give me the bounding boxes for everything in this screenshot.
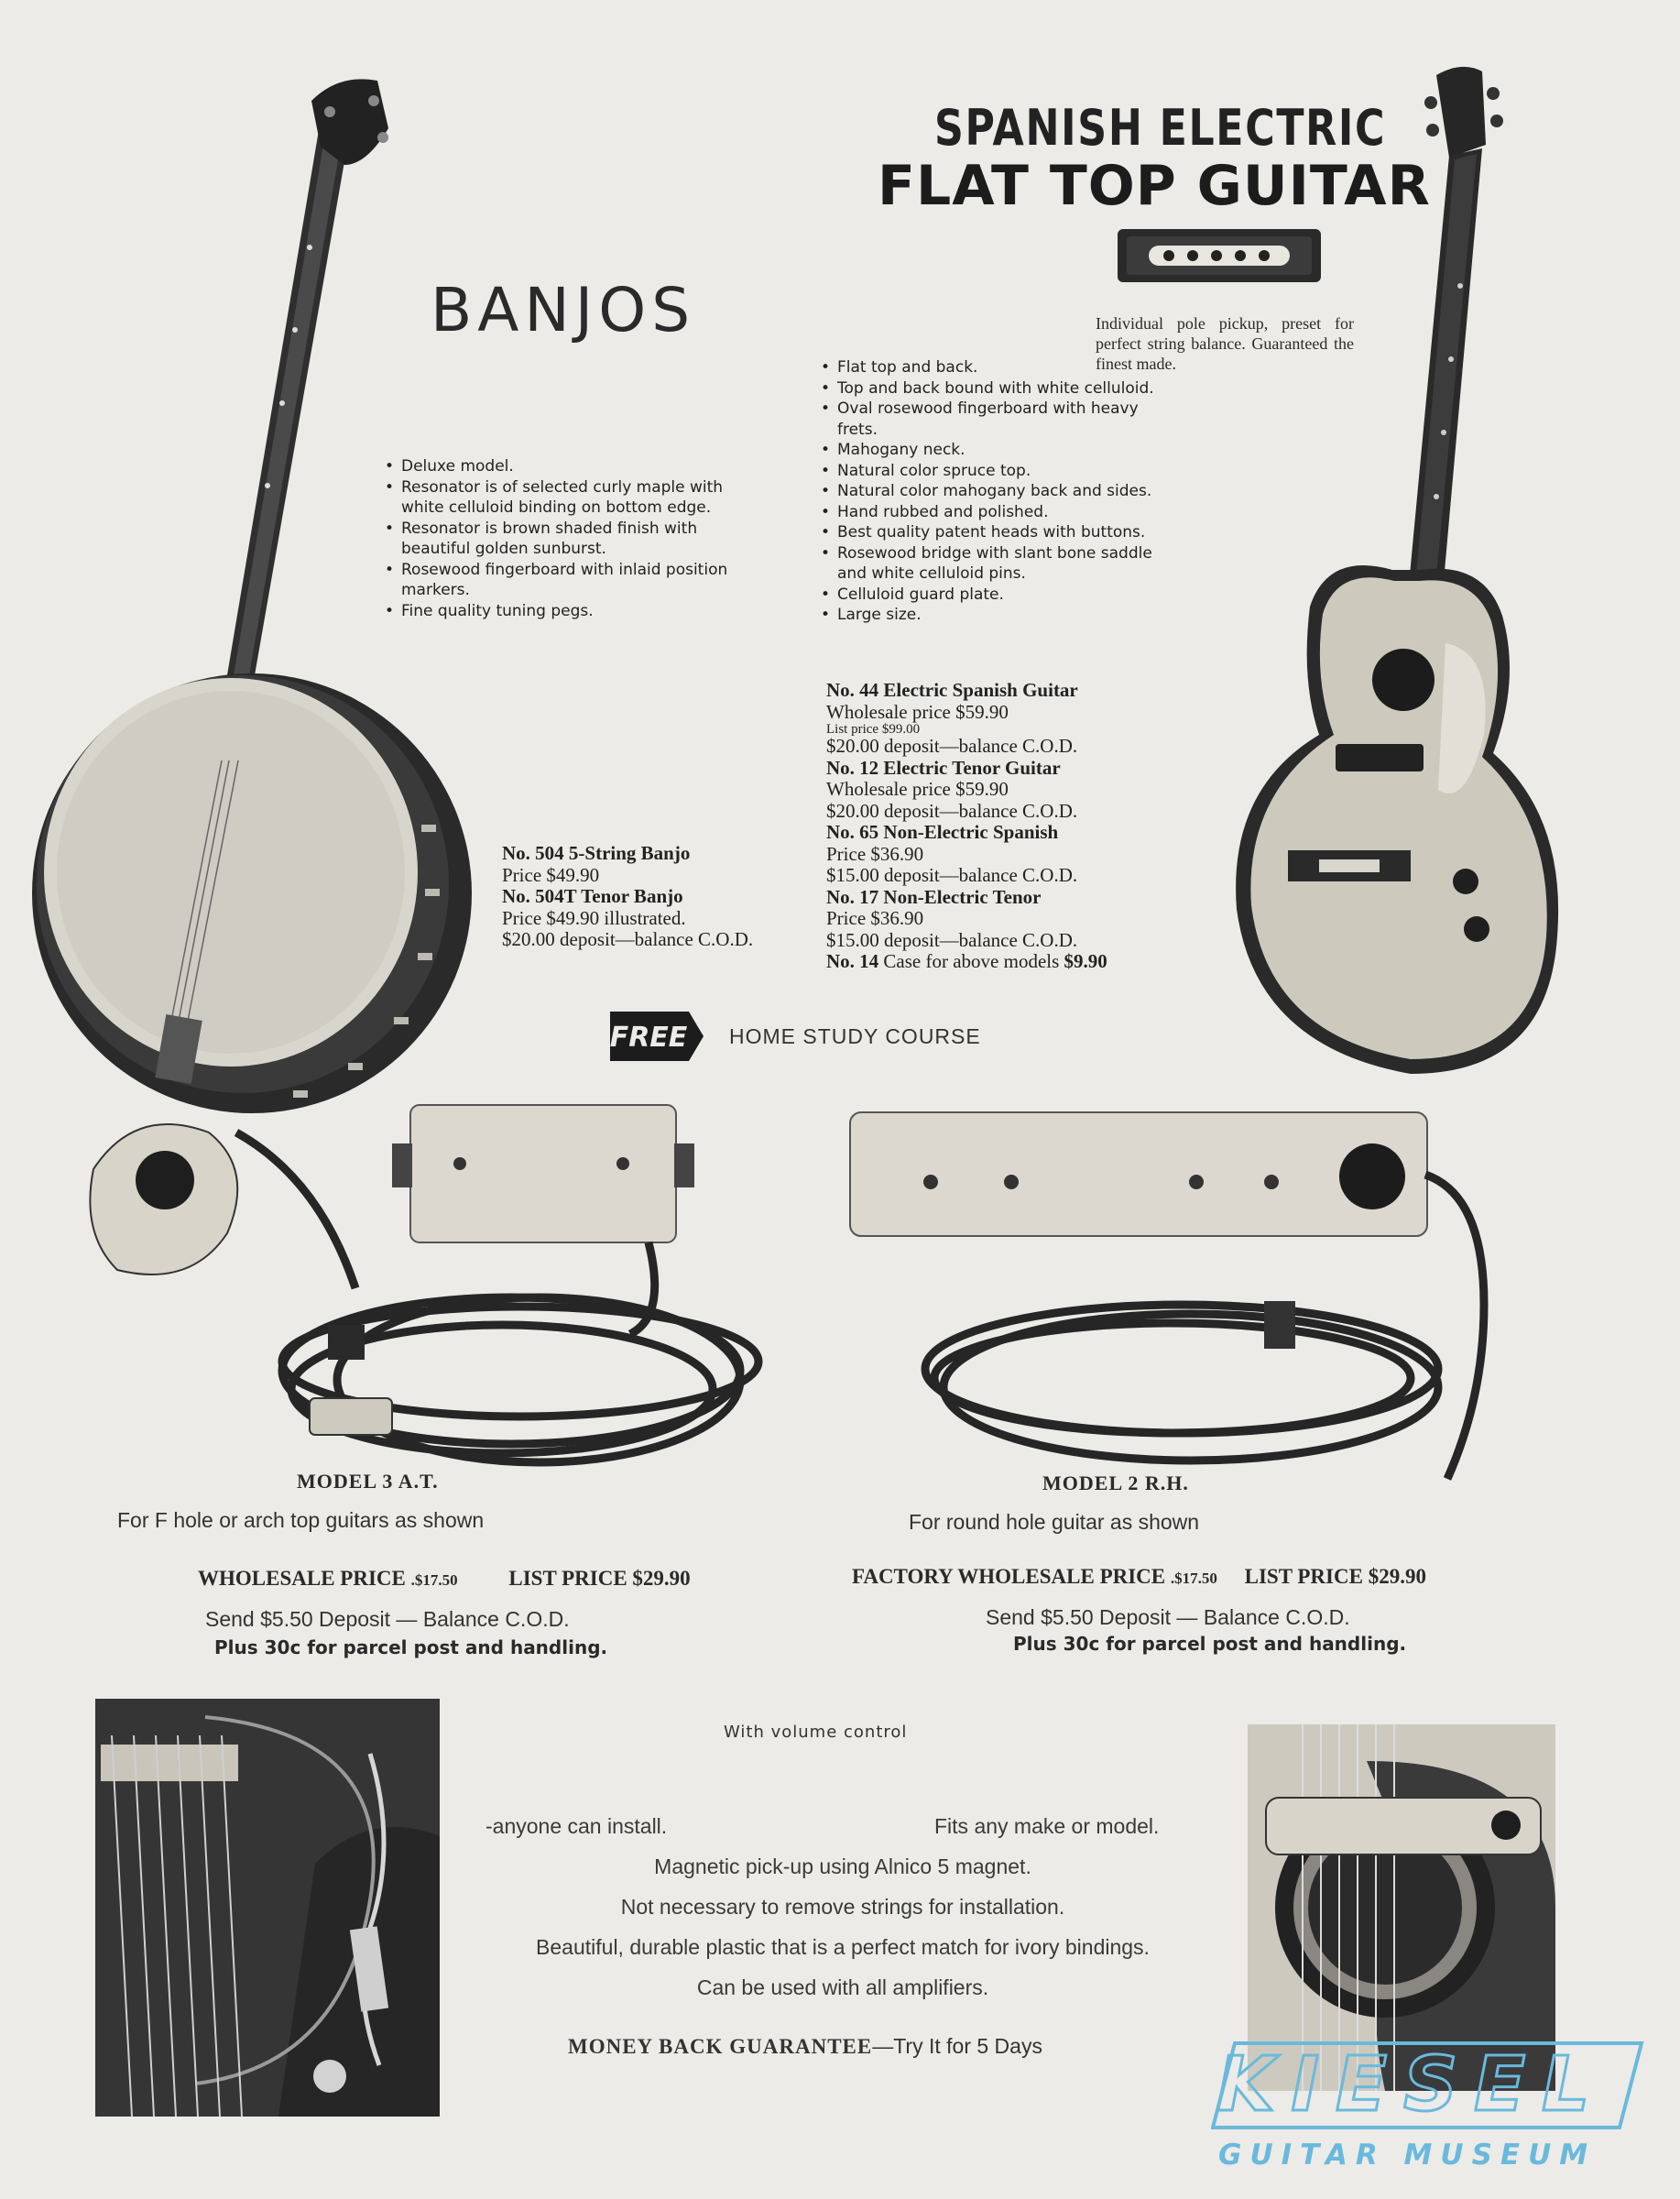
banjo-504t-name: No. 504T Tenor Banjo [502, 885, 683, 907]
banjo-deposit: $20.00 deposit—balance C.O.D. [502, 928, 754, 950]
model3-prices [198, 1567, 691, 1591]
guitar-prices [826, 680, 1211, 973]
banjo-504t-price: Price $49.90 illustrated. [502, 906, 686, 929]
guitar-12-price: Wholesale price $59.90 [826, 778, 1009, 800]
watermark-subtitle: GUITAR MUSEUM [1218, 2139, 1597, 2172]
guitar-feature: • Flat top and back. [819, 357, 1178, 378]
home-study-course: HOME STUDY COURSE [729, 1024, 981, 1048]
model2-list: LIST PRICE $29.90 [1244, 1565, 1426, 1588]
case-price: $9.90 [1064, 950, 1107, 972]
feature-line: Beautiful, durable plastic that is a perfect match for ivory bindings. [536, 1935, 1150, 1959]
guitar-44-price: Wholesale price $59.90 [826, 700, 1009, 723]
model3-photo [81, 1096, 795, 1481]
guarantee-label: MONEY BACK GUARANTEE [568, 2035, 873, 2058]
model3-send: Send $5.50 Deposit — Balance C.O.D. [205, 1607, 570, 1631]
model3-wholesale-label: WHOLESALE PRICE [198, 1567, 406, 1590]
banjo-feature: • Resonator is brown shaded finish with beautiful golden sunburst. [383, 519, 740, 560]
headline-line2: FLAT TOP GUITAR [878, 154, 1431, 218]
install-text: -anyone can install. [485, 1814, 668, 1838]
case-number: No. 14 [826, 950, 879, 972]
model2-send: Send $5.50 Deposit — Balance C.O.D. [986, 1605, 1350, 1629]
guitar-17-price: Price $36.90 [826, 907, 924, 929]
model2-plus: Plus 30c for parcel post and handling. [1013, 1633, 1407, 1655]
guitar-feature: • Oval rosewood fingerboard with heavy frets. [819, 399, 1178, 440]
feature-line: Can be used with all amplifiers. [696, 1975, 989, 1999]
guitar-44-list: List price $99.00 [826, 722, 921, 737]
guitar-feature: • Natural color spruce top. [819, 461, 1178, 482]
guitar-feature: • Celluloid guard plate. [819, 585, 1178, 606]
guarantee-line [568, 2034, 1042, 2059]
free-arrow-icon [605, 1006, 707, 1067]
guitar-17-deposit: $15.00 deposit—balance C.O.D. [826, 928, 1078, 951]
guitar-65-deposit: $15.00 deposit—balance C.O.D. [826, 864, 1078, 886]
model3-desc: For F hole or arch top guitars as shown [117, 1508, 485, 1532]
guitar-feature: • Mahogany neck. [819, 440, 1178, 461]
model2-wholesale-value: .$17.50 [1170, 1570, 1217, 1587]
guitar-feature: • Rosewood bridge with slant bone saddle and white celluloid pins. [819, 543, 1178, 585]
installed-archtop-photo [95, 1699, 440, 2117]
volume-control-label: With volume control [724, 1723, 908, 1742]
banjo-504-name: No. 504 5-String Banjo [502, 842, 691, 864]
banjo-feature: • Rosewood fingerboard with inlaid position markers. [383, 560, 740, 601]
banjo-504-price: Price $49.90 [502, 863, 600, 886]
guitar-photo [1191, 57, 1576, 1083]
installed-roundhole-photo [1248, 1724, 1555, 2091]
guitar-feature: • Natural color mahogany back and sides. [819, 481, 1178, 502]
model2-name: MODEL 2 R.H. [1042, 1471, 1189, 1494]
model2-prices [852, 1565, 1426, 1589]
guitar-17-name: No. 17 Non-Electric Tenor [826, 885, 1042, 908]
guitar-44-name: No. 44 Electric Spanish Guitar [826, 679, 1078, 701]
guitar-feature: • Best quality patent heads with buttons. [819, 522, 1178, 543]
model3-list: LIST PRICE $29.90 [508, 1567, 691, 1590]
case-label: Case for above models [883, 950, 1060, 972]
guitar-65-price: Price $36.90 [826, 842, 924, 865]
headline-line1: SPANISH ELECTRIC [934, 99, 1387, 157]
model2-photo [843, 1103, 1502, 1497]
banjo-feature: • Deluxe model. [383, 456, 740, 477]
guitar-features [819, 357, 1178, 626]
feature-line: Not necessary to remove strings for installation. [620, 1895, 1065, 1919]
free-tag-text: FREE [609, 1022, 688, 1054]
guitar-feature: • Hand rubbed and polished. [819, 502, 1178, 523]
model2-wholesale-label: FACTORY WHOLESALE PRICE [852, 1565, 1166, 1588]
model3-plus: Plus 30c for parcel post and handling. [214, 1636, 608, 1658]
guitar-feature: • Large size. [819, 605, 1178, 626]
banjo-feature: • Resonator is of selected curly maple with white celluloid binding on bottom edge. [383, 477, 740, 519]
guitar-12-deposit: $20.00 deposit—balance C.O.D. [826, 799, 1078, 822]
model2-desc: For round hole guitar as shown [909, 1510, 1200, 1534]
pickup-note: Individual pole pickup, preset for perfect string balance. Guaranteed the finest made. [1096, 314, 1354, 373]
banjo-feature: • Fine quality tuning pegs. [383, 601, 740, 622]
guitar-feature: • Top and back bound with white celluloid. [819, 378, 1178, 399]
model3-name: MODEL 3 A.T. [297, 1470, 439, 1493]
feature-line: Magnetic pick-up using Alnico 5 magnet. [654, 1854, 1031, 1878]
guitar-44-deposit: $20.00 deposit—balance C.O.D. [826, 735, 1078, 757]
watermark-logo: KIESEL [1216, 2041, 1607, 2128]
fits-text: Fits any make or model. [934, 1814, 1160, 1838]
model3-wholesale-value: .$17.50 [410, 1571, 458, 1589]
banjo-prices [502, 843, 753, 951]
guitar-12-name: No. 12 Electric Tenor Guitar [826, 756, 1061, 779]
guarantee-try: —Try It for 5 Days [872, 2034, 1042, 2058]
banjo-features [383, 456, 740, 621]
banjos-heading: BANJOS [431, 275, 696, 345]
guitar-65-name: No. 65 Non-Electric Spanish [826, 821, 1059, 843]
